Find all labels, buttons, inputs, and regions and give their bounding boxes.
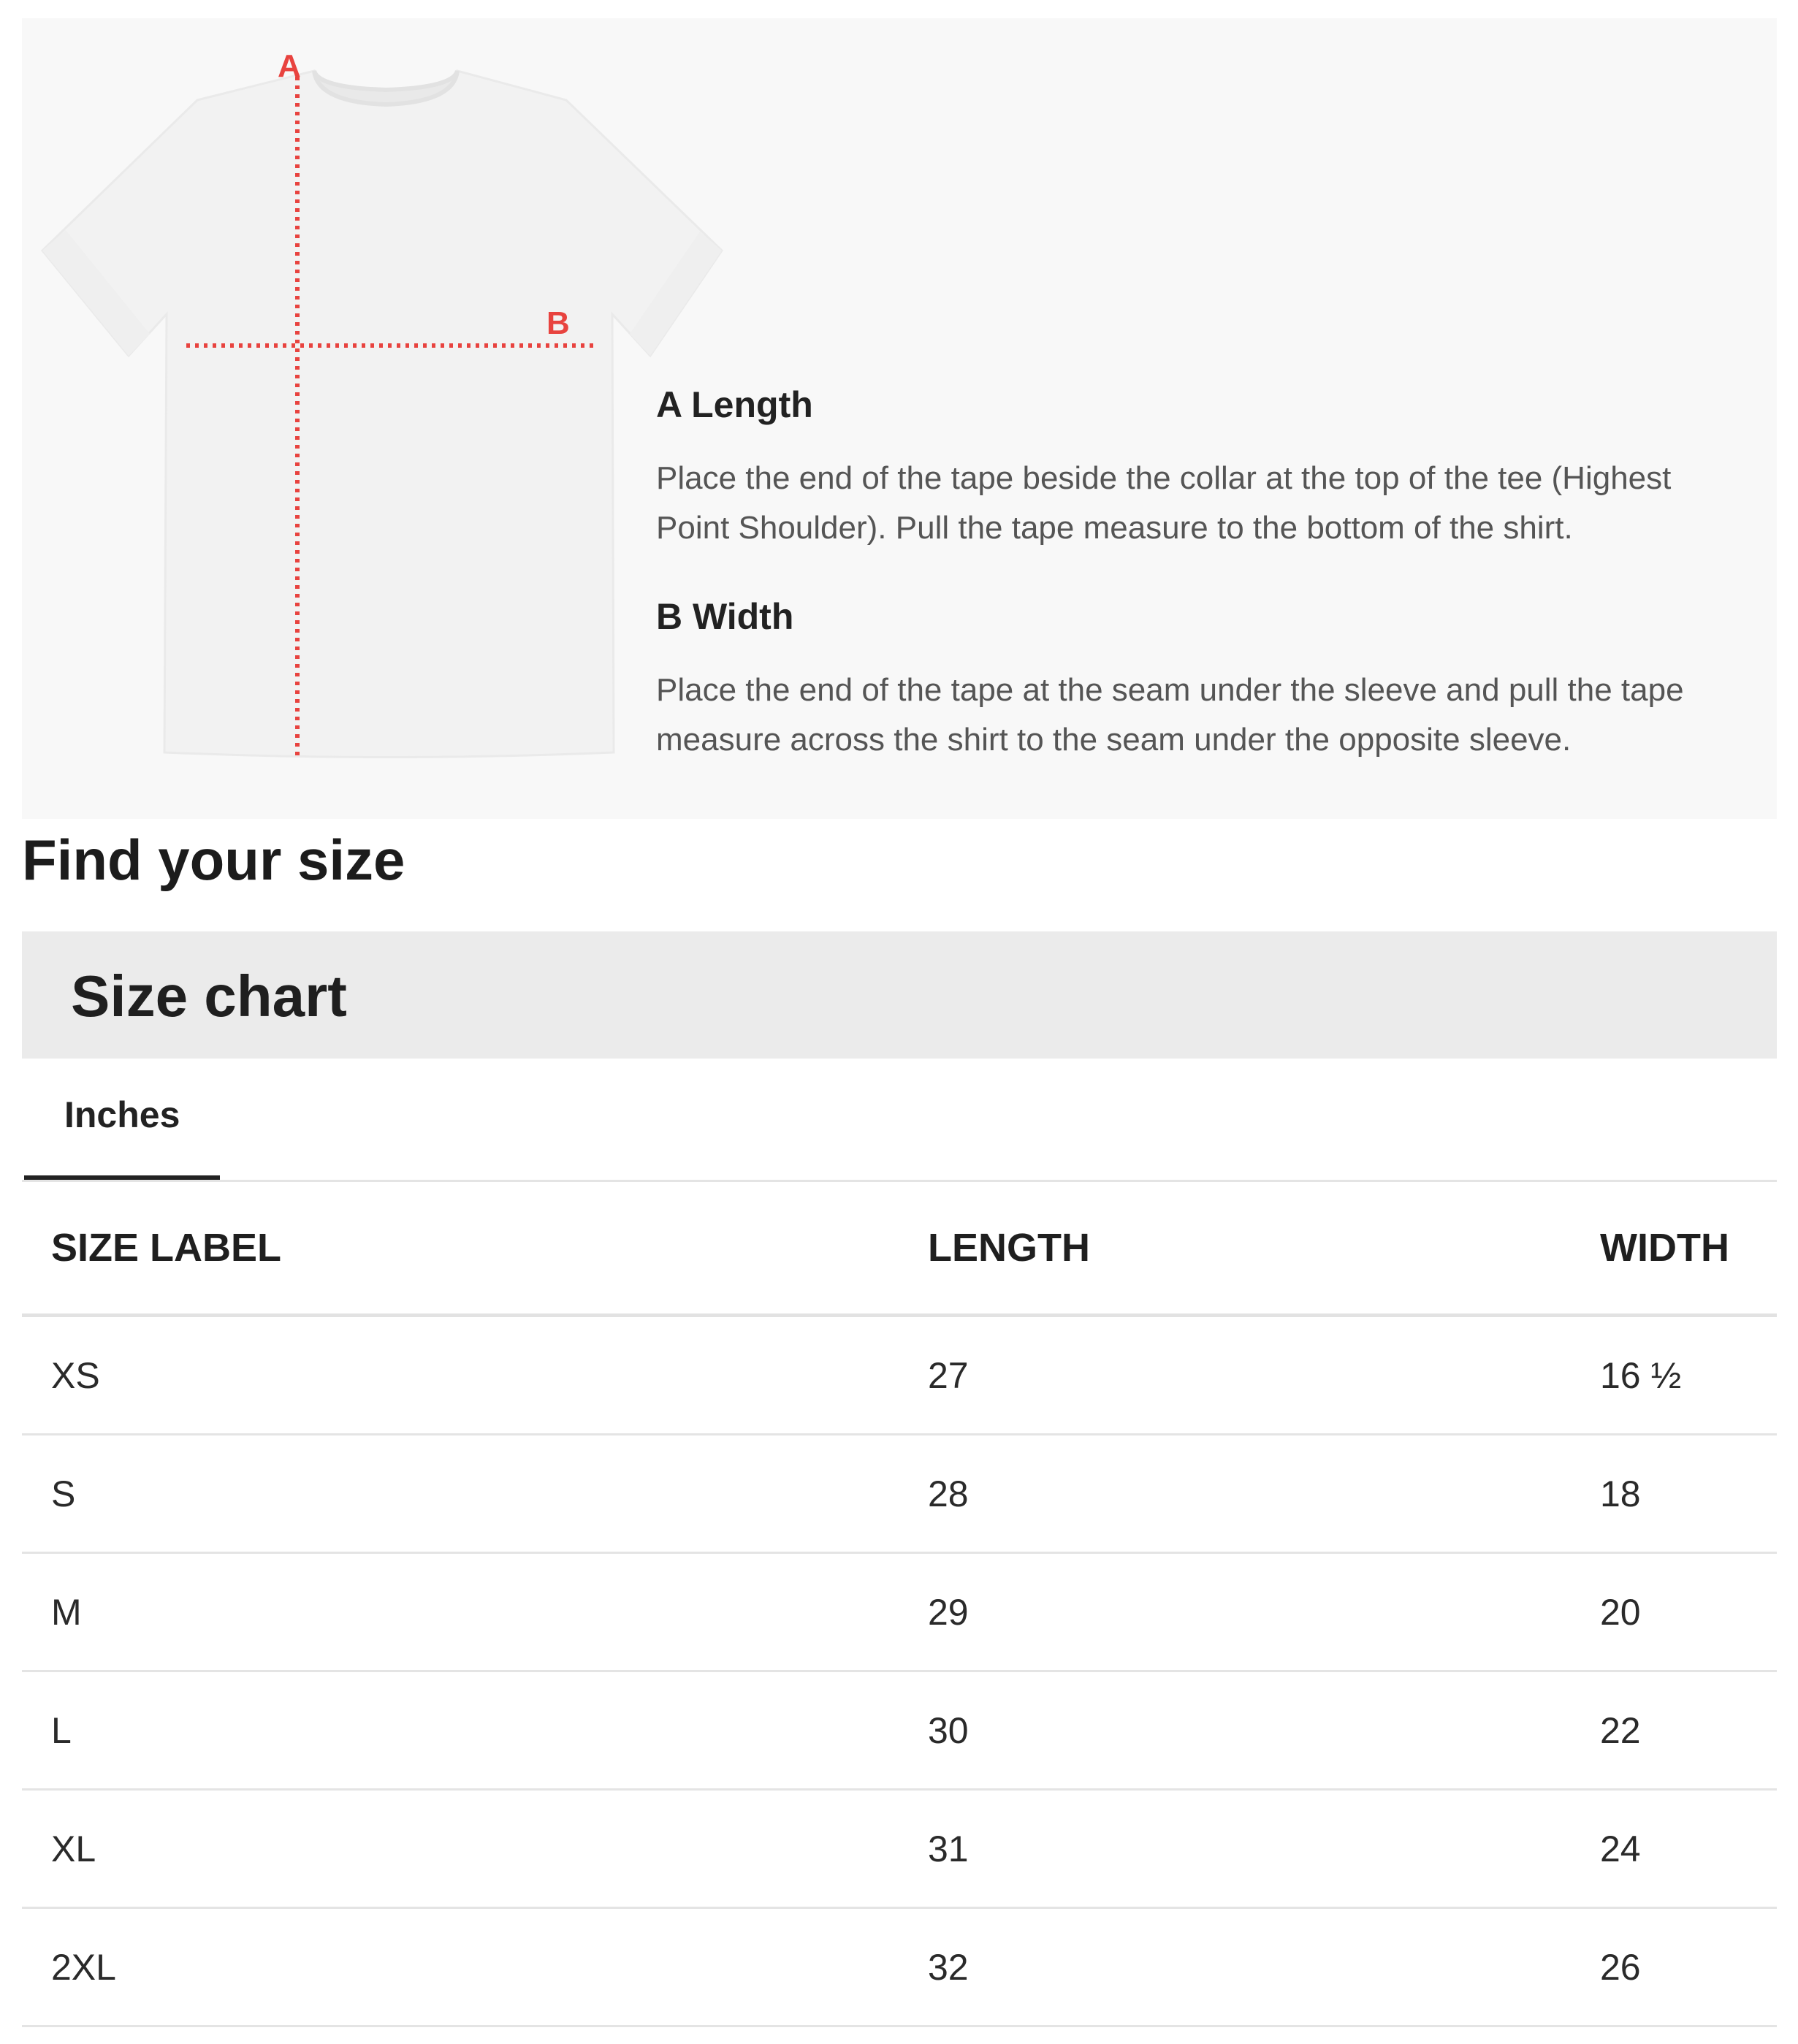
- cell-width: 20: [1571, 1553, 1777, 1671]
- cell-length: 28: [899, 1435, 1571, 1553]
- size-chart-title: Size chart: [71, 964, 347, 1029]
- cell-length: 27: [899, 1316, 1571, 1435]
- size-table: [22, 1182, 1777, 2027]
- cell-length: 30: [899, 1671, 1571, 1790]
- table-row: [22, 1671, 1777, 1790]
- cell-width: 16 ½: [1571, 1316, 1777, 1435]
- cell-size: M: [22, 1553, 899, 1671]
- cell-size: S: [22, 1435, 899, 1553]
- tshirt-measurement-diagram: [22, 18, 753, 819]
- header-width: WIDTH: [1571, 1182, 1777, 1316]
- header-length: LENGTH: [899, 1182, 1571, 1316]
- table-header-row: [22, 1182, 1777, 1316]
- cell-size: 2XL: [22, 1908, 899, 2026]
- tab-inches-label: Inches: [64, 1094, 180, 1135]
- cell-width: 22: [1571, 1671, 1777, 1790]
- cell-width: 18: [1571, 1435, 1777, 1553]
- cell-size: L: [22, 1671, 899, 1790]
- width-title: B Width: [656, 596, 794, 637]
- tshirt-illustration: [42, 71, 722, 758]
- cell-width: 26: [1571, 1908, 1777, 2026]
- table-row: [22, 1316, 1777, 1435]
- width-guide: [656, 595, 1777, 765]
- size-chart-header: [22, 931, 1777, 1059]
- length-guide: [656, 384, 1777, 553]
- length-description: Place the end of the tape beside the collar at the top of the tee (Highest Point Shoulder). Pull the tape measure to the bottom of the shirt.: [656, 460, 1672, 546]
- cell-length: 32: [899, 1908, 1571, 2026]
- table-row: [22, 1553, 1777, 1671]
- find-your-size-title: Find your size: [22, 828, 405, 892]
- measurement-guide-panel: [22, 18, 1777, 819]
- cell-width: 24: [1571, 1790, 1777, 1908]
- cell-length: 29: [899, 1553, 1571, 1671]
- length-title: A Length: [656, 384, 813, 425]
- tab-inches[interactable]: [24, 1059, 220, 1180]
- header-size-label: SIZE LABEL: [22, 1182, 899, 1316]
- label-b: B: [546, 305, 570, 341]
- cell-length: 31: [899, 1790, 1571, 1908]
- width-description: Place the end of the tape at the seam under the sleeve and pull the tape measure across the shirt to the seam under the opposite sleeve.: [656, 672, 1684, 758]
- table-row: [22, 1435, 1777, 1553]
- table-row: [22, 1908, 1777, 2026]
- table-row: [22, 1790, 1777, 1908]
- unit-tabs: [22, 1059, 1777, 1182]
- cell-size: XS: [22, 1316, 899, 1435]
- label-a: A: [278, 48, 301, 84]
- cell-size: XL: [22, 1790, 899, 1908]
